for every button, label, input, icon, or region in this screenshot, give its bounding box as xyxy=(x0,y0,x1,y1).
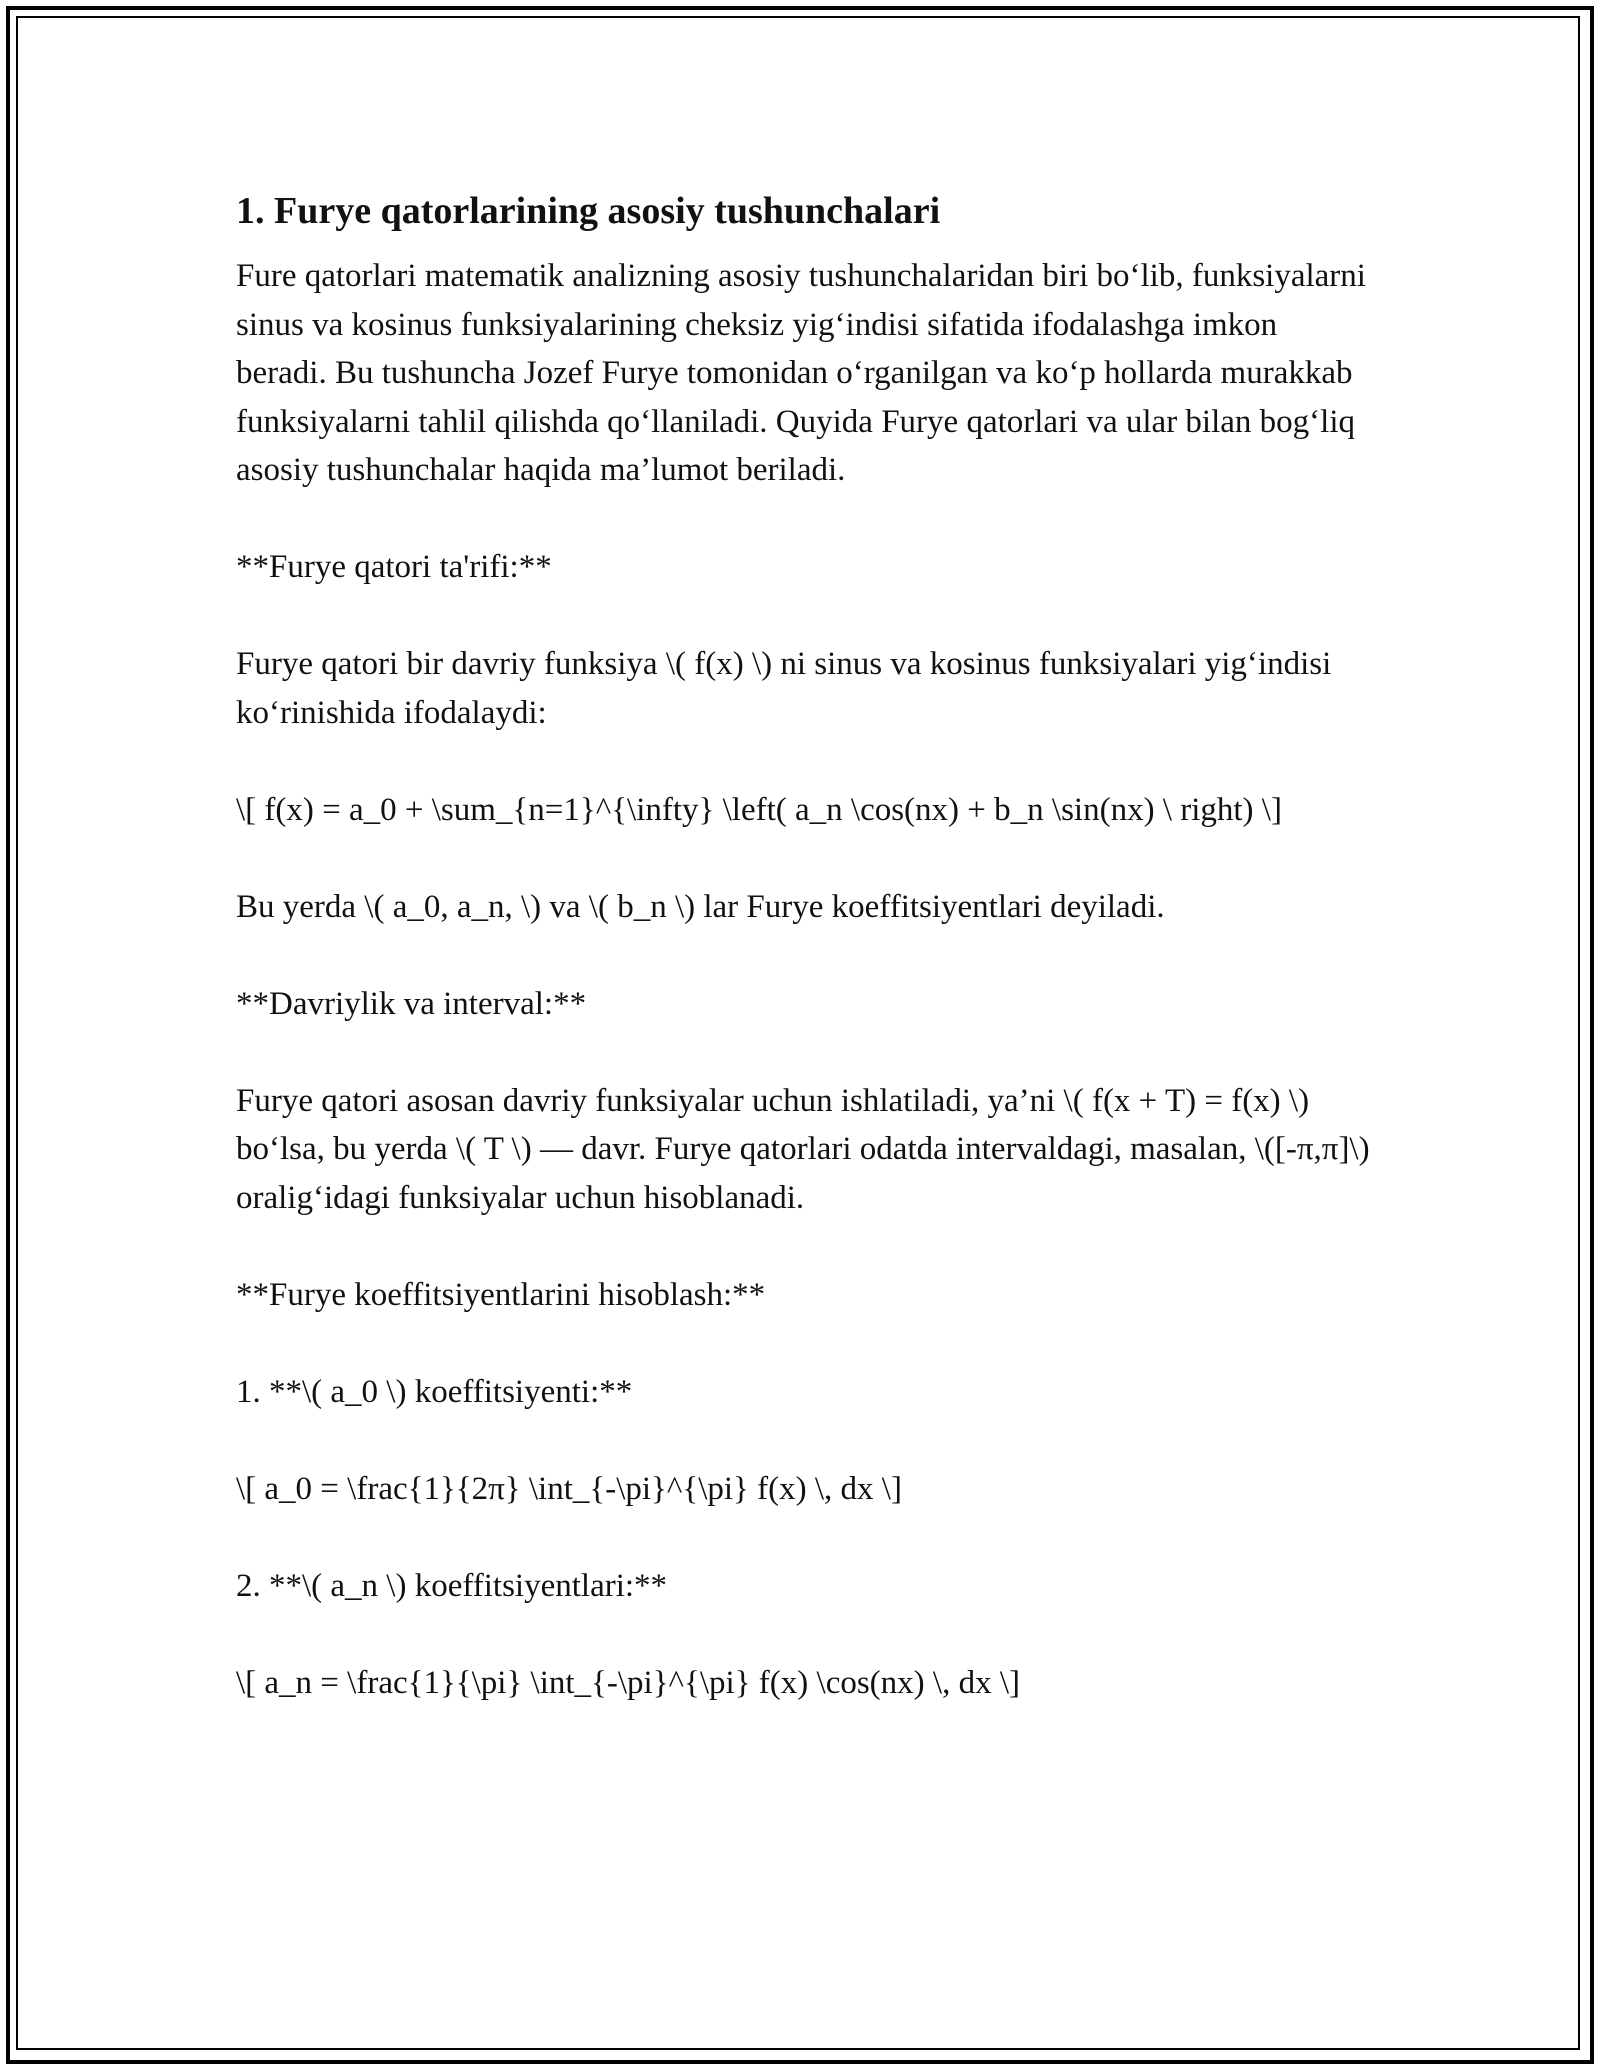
coefficients-paragraph: Bu yerda \( a_0, a_n, \) va \( b_n \) lar Furye koeffitsiyentlari deyiladi. xyxy=(236,888,1165,925)
definition-paragraph: Furye qatori bir davriy funksiya \( f(x) \) ni sinus va kosinus funksiyalari yig‘indisi ko‘rinishida ifodalaydi: xyxy=(236,646,1332,731)
intro-paragraph: Fure qatorlari matematik analizning asosiy tushunchalaridan biri bo‘lib, funksiyalarni sinus va kosinus funksiyalarining cheksiz yig‘indisi sifatida ifodalashga imkon beradi. Bu tushuncha Jozef Furye tomonidan o‘rganilgan va ko‘p hollarda murakkab funksiyalarni tahlil qilishda qo‘llaniladi. Quyida Furye qatorlari va ular bilan bog‘liq asosiy tushunchalar haqida ma’lumot beriladi. xyxy=(236,258,1366,488)
calculation-heading: **Furye koeffitsiyentlarini hisoblash:** xyxy=(236,1276,766,1313)
an-formula: \[ a_n = \frac{1}{\pi} \int_{-\pi}^{\pi} f(x) \cos(nx) \, dx \] xyxy=(236,1664,1020,1701)
fourier-series-formula: \[ f(x) = a_0 + \sum_{n=1}^{\infty} \left( a_n \cos(nx) + b_n \sin(nx) \ right) \] xyxy=(236,791,1282,828)
list-item-a0: 1. **\( a_0 \) koeffitsiyenti:** xyxy=(236,1373,633,1410)
document-body xyxy=(236,186,1376,1756)
a0-formula: \[ a_0 = \frac{1}{2π} \int_{-\pi}^{\pi} f(x) \, dx \] xyxy=(236,1470,902,1507)
section-heading: 1. Furye qatorlarining asosiy tushunchalari xyxy=(236,190,941,232)
list-item-an: 2. **\( a_n \) koeffitsiyentlari:** xyxy=(236,1567,668,1604)
definition-heading: **Furye qatori ta'rifi:** xyxy=(236,549,552,585)
periodicity-paragraph: Furye qatori asosan davriy funksiyalar uchun ishlatiladi, ya’ni \( f(x + T) = f(x) \) bo‘lsa, bu yerda \( T \) — davr. Furye qatorlari odatda intervaldagi, masalan, \([-π,π]\) oralig‘idagi funksiyalar uchun hisoblanadi. xyxy=(236,1082,1370,1216)
periodicity-heading: **Davriylik va interval:** xyxy=(236,985,587,1022)
